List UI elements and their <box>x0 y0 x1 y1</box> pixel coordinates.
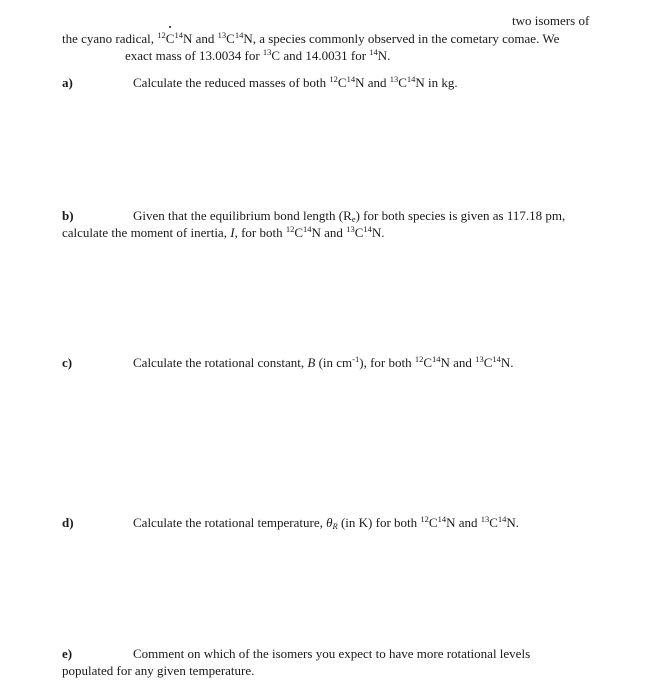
intro-line-3: exact mass of 13.0034 for $^{13}$C and 14.0031 for $^{14}$N. <box>125 47 391 63</box>
question-d-label: d) <box>62 515 74 530</box>
question-b-label: b) <box>62 208 74 223</box>
question-d-text: Calculate the rotational temperature, $\theta_R$ (in K) for both $^{12}C^{14}N$ and $^{13}C^{14}N$. <box>133 514 520 531</box>
question-c-label: c) <box>62 355 73 370</box>
question-b-line-1: Given that the equilibrium bond length $(R_e)$ for both species is given as 117.18 pm, <box>133 208 566 224</box>
intro-line-1 <box>512 13 589 29</box>
question-c-text: Calculate the rotational constant, B (in $cm^{-1}$), for both $^{12}C^{14}N$ and $^{13}C^{14}N$. <box>133 354 514 370</box>
radical-dot-c: C <box>165 31 175 46</box>
question-a-text: Calculate the reduced masses of both $^{12}C^{14}N$ and $^{13}C^{14}N$ in kg. <box>133 74 458 90</box>
question-b-line-2: calculate the moment of inertia, I, for both $^{12}C^{14}N$ and $^{13}C^{14}N$. <box>62 224 385 240</box>
intro-line-2: the cyano radical, $^{12}C^{14}N$ and $^{13}C^{14}N$, a species commonly observed in the cometary comae. We <box>62 30 560 46</box>
question-a-label: a) <box>62 75 73 90</box>
intro-line-1-text: two isomers of <box>512 13 590 28</box>
question-e-line-1: Comment on which of the isomers you expect to have more rotational levels <box>133 646 531 661</box>
question-e-line-2: populated for any given temperature. <box>62 663 255 678</box>
question-e-label: e) <box>62 646 73 661</box>
